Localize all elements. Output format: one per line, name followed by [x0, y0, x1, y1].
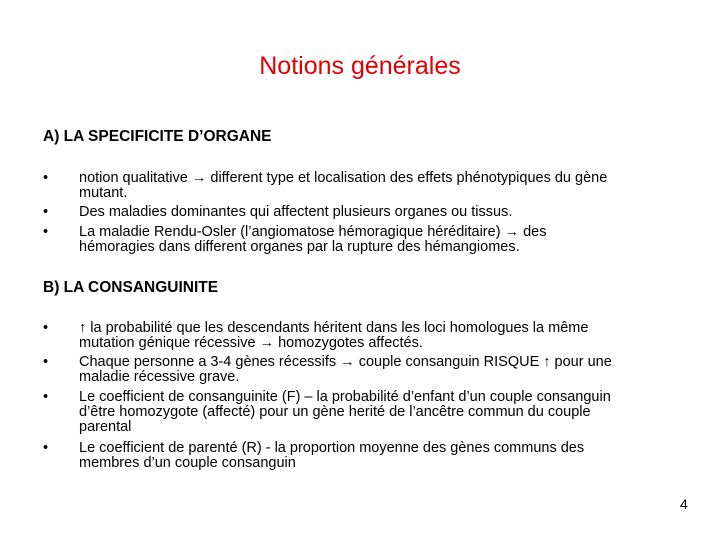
text-line: membres d’un couple consanguin — [79, 455, 296, 471]
text-line: parental — [79, 419, 132, 435]
text-line: notion qualitative → different type et localisation des effets phénotypiques du gène — [79, 170, 608, 186]
list-item-text — [79, 171, 607, 201]
text-line: Chaque personne a 3-4 gènes récessifs → couple consanguin RISQUE ↑ pour une — [79, 354, 612, 370]
text-line: hémoragies dans different organes par la rupture des hémangiomes. — [79, 239, 520, 255]
bullet: • — [43, 204, 49, 220]
page-number: 4 — [680, 496, 688, 512]
list-item-text — [79, 441, 584, 471]
slide-title: Notions générales — [259, 52, 461, 80]
text-line: ↑ la probabilité que les descendants héritent dans les loci homologues la même — [79, 320, 589, 336]
list-item-text — [79, 321, 588, 351]
list-item-text — [79, 355, 612, 385]
text-line: mutant. — [79, 185, 128, 201]
bullet: • — [43, 170, 49, 186]
text-line: Le coefficient de parenté (R) - la proportion moyenne des gènes communs des — [79, 440, 585, 456]
section-b-heading: B) LA CONSANGUINITE — [43, 279, 219, 296]
list-item-text — [79, 390, 611, 435]
bullet: • — [43, 389, 49, 405]
text-line: La maladie Rendu-Osler (l’angiomatose hémoragique héréditaire) → des — [79, 224, 547, 240]
text-line: mutation génique récessive → homozygotes affectés. — [79, 335, 423, 351]
text-line: Le coefficient de consanguinite (F) – la probabilité d’enfant d’un couple consanguin — [79, 389, 611, 405]
list-item-text — [79, 225, 546, 255]
list-item-text — [79, 205, 512, 220]
bullet: • — [43, 440, 49, 456]
text-line: Des maladies dominantes qui affectent plusieurs organes ou tissus. — [79, 204, 513, 220]
bullet: • — [43, 354, 49, 370]
section-a-heading: A) LA SPECIFICITE D’ORGANE — [43, 128, 272, 145]
text-line: d’être homozygote (affecté) pour un gène herité de l’ancêtre commun du couple — [79, 404, 591, 420]
bullet: • — [43, 320, 49, 336]
bullet: • — [43, 224, 49, 240]
text-line: maladie récessive grave. — [79, 369, 240, 385]
